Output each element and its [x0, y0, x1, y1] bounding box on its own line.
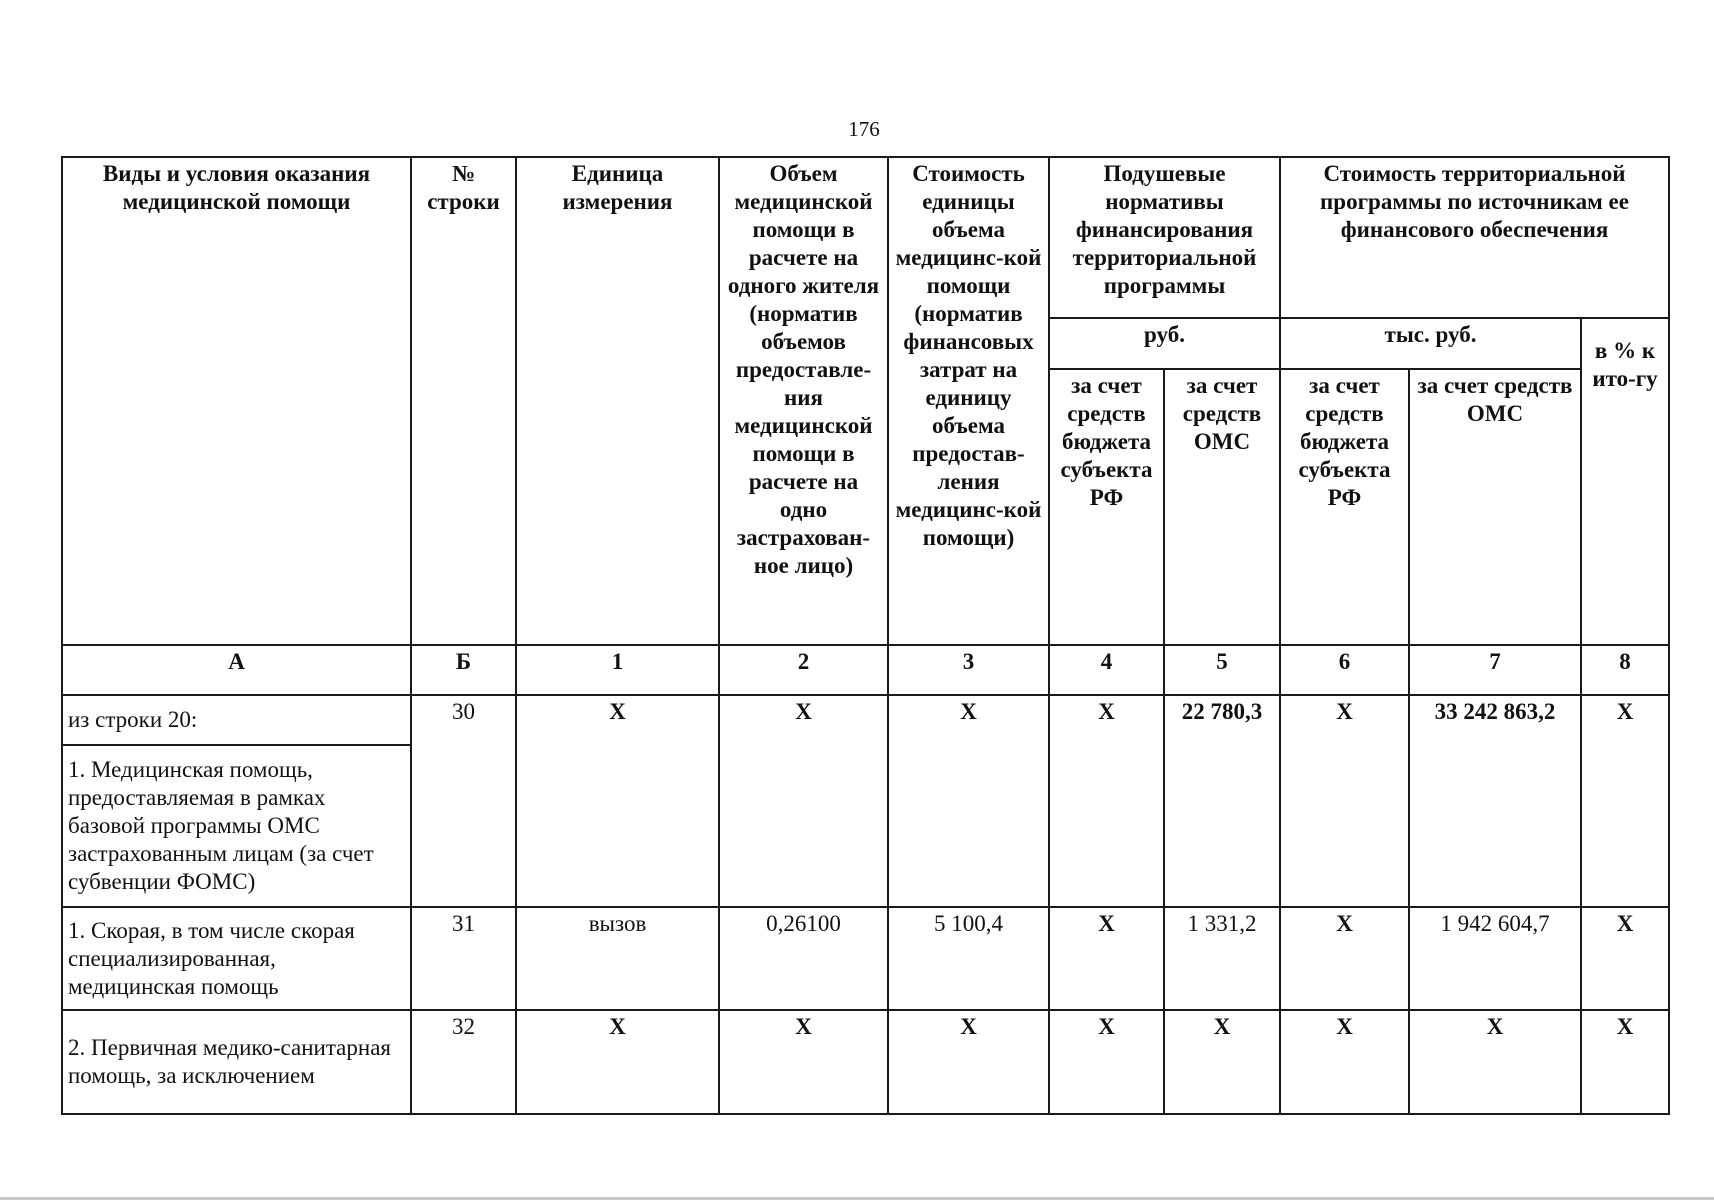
percent-cell: X — [1581, 1010, 1669, 1114]
volume-cell: X — [719, 695, 888, 907]
header-budget-rub: за счет средств бюджета субъекта РФ — [1049, 369, 1164, 645]
row-number-cell: 31 — [411, 907, 516, 1010]
table-row — [62, 695, 1669, 745]
index-cell: 3 — [888, 645, 1049, 695]
header-kinds-of-care: Виды и условия оказания медицинской помощи — [62, 157, 411, 645]
unit-cell: X — [516, 695, 719, 907]
table-row — [62, 1010, 1669, 1114]
column-index-row — [62, 645, 1669, 695]
index-cell: 5 — [1164, 645, 1280, 695]
index-cell: 1 — [516, 645, 719, 695]
header-unit-cost: Стоимость единицы объема медицинс-кой помощи (норматив финансовых затрат на единицу объема предостав-ления медицинс-кой помощи) — [888, 157, 1049, 645]
unit-cost-cell: 5 100,4 — [888, 907, 1049, 1010]
oms-thous-cell: 33 242 863,2 — [1409, 695, 1581, 907]
header-oms-thous: за счет средств ОМС — [1409, 369, 1581, 645]
index-cell: 4 — [1049, 645, 1164, 695]
budget-thous-cell: X — [1280, 1010, 1409, 1114]
row-number-cell: 30 — [411, 695, 516, 907]
header-thous-rub: тыс. руб. — [1280, 318, 1581, 369]
page-number: 176 — [848, 117, 880, 141]
unit-cell: вызов — [516, 907, 719, 1010]
index-cell: 6 — [1280, 645, 1409, 695]
oms-rub-cell: 22 780,3 — [1164, 695, 1280, 907]
index-cell: Б — [411, 645, 516, 695]
header-volume-per-capita: Объем медицинской помощи в расчете на одного жителя (норматив объемов предоставле-ния медицинской помощи в расчете на одно застрахован-ное лицо) — [719, 157, 888, 645]
unit-cell: X — [516, 1010, 719, 1114]
header-row-number: № строки — [411, 157, 516, 645]
subheading-label: из строки 20: — [62, 695, 411, 745]
index-cell: 8 — [1581, 645, 1669, 695]
index-cell: 7 — [1409, 645, 1581, 695]
percent-cell: X — [1581, 695, 1669, 907]
care-type-cell: 1. Медицинская помощь, предоставляемая в рамках базовой программы ОМС застрахованным лицам (за счет субвенции ФОМС) — [62, 745, 411, 907]
header-unit: Единица измерения — [516, 157, 719, 645]
volume-cell: X — [719, 1010, 888, 1114]
oms-rub-cell: X — [1164, 1010, 1280, 1114]
header-percent-of-total: в % к ито-гу — [1581, 318, 1669, 645]
budget-rub-cell: X — [1049, 1010, 1164, 1114]
header-program-cost: Стоимость территориальной программы по источникам ее финансового обеспечения — [1280, 157, 1669, 318]
budget-rub-cell: X — [1049, 695, 1164, 907]
budget-thous-cell: X — [1280, 907, 1409, 1010]
index-cell: А — [62, 645, 411, 695]
unit-cost-cell: X — [888, 1010, 1049, 1114]
header-per-capita-norms: Подушевые нормативы финансирования территориальной программы — [1049, 157, 1280, 318]
table-row — [62, 907, 1669, 1010]
care-type-cell: 2. Первичная медико-санитарная помощь, за исключением — [62, 1010, 411, 1114]
row-number-cell: 32 — [411, 1010, 516, 1114]
header-oms-rub: за счет средств ОМС — [1164, 369, 1280, 645]
oms-thous-cell: X — [1409, 1010, 1581, 1114]
percent-cell: X — [1581, 907, 1669, 1010]
header-rub: руб. — [1049, 318, 1280, 369]
oms-thous-cell: 1 942 604,7 — [1409, 907, 1581, 1010]
care-type-cell: 1. Скорая, в том числе скорая специализированная, медицинская помощь — [62, 907, 411, 1010]
budget-rub-cell: X — [1049, 907, 1164, 1010]
oms-rub-cell: 1 331,2 — [1164, 907, 1280, 1010]
budget-table — [61, 156, 1670, 1115]
budget-thous-cell: X — [1280, 695, 1409, 907]
header-budget-thous: за счет средств бюджета субъекта РФ — [1280, 369, 1409, 645]
volume-cell: 0,26100 — [719, 907, 888, 1010]
index-cell: 2 — [719, 645, 888, 695]
unit-cost-cell: X — [888, 695, 1049, 907]
